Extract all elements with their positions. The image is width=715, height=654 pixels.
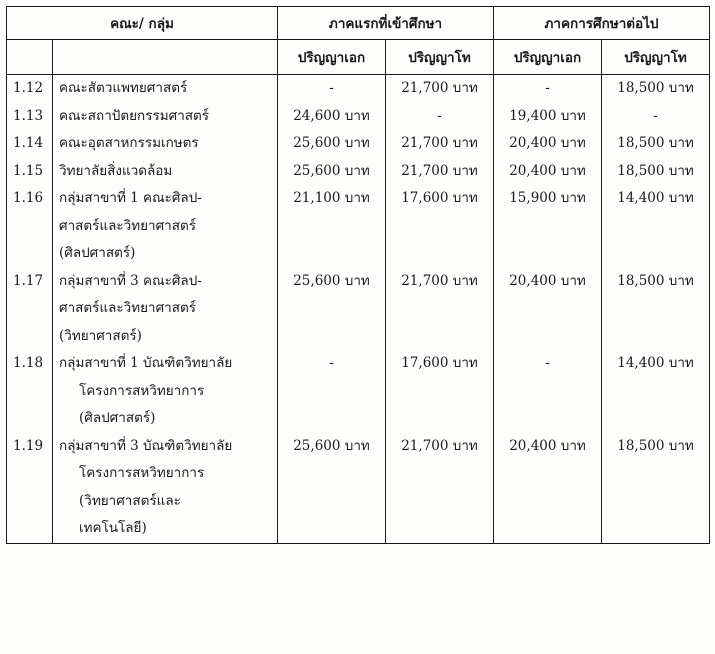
fee-value: - <box>329 80 334 96</box>
faculty-name-line: คณะสัตวแพทยศาสตร์ <box>59 80 188 96</box>
fee-value: 20,400 บาท <box>509 437 586 454</box>
table-row <box>7 268 710 351</box>
row-number: 1.15 <box>13 162 44 179</box>
cell-first-master <box>386 185 494 268</box>
cell-first-doctoral <box>278 268 386 351</box>
faculty-name-line: ศาสตร์และวิทยาศาสตร์ <box>59 300 197 316</box>
cell-number <box>7 75 53 103</box>
cell-number <box>7 268 53 351</box>
cell-next-master <box>602 268 710 351</box>
faculty-name-line: ศาสตร์และวิทยาศาสตร์ <box>59 217 197 234</box>
cell-next-master <box>602 75 710 103</box>
cell-faculty-name <box>53 268 278 351</box>
cell-next-master <box>602 185 710 268</box>
cell-next-master <box>602 350 710 433</box>
cell-next-doctoral <box>494 350 602 433</box>
faculty-name-line: กลุ่มสาขาที่ 3 บัณฑิตวิทยาลัย <box>59 437 233 454</box>
fee-value: 21,700 บาท <box>401 80 478 96</box>
faculty-name-line: กลุ่มสาขาที่ 3 คณะศิลป- <box>59 272 202 289</box>
cell-number <box>7 185 53 268</box>
fee-value: 15,900 บาท <box>509 190 586 206</box>
fee-value: 18,500 บาท <box>617 437 694 454</box>
fee-value: 18,500 บาท <box>617 162 694 179</box>
cell-number <box>7 433 53 544</box>
fee-value: 19,400 บาท <box>509 107 586 124</box>
table-header <box>7 7 710 75</box>
faculty-name-line: (วิทยาศาสตร์และ <box>79 492 181 509</box>
cell-first-master <box>386 75 494 103</box>
tuition-fee-table <box>6 6 710 544</box>
faculty-name-line: โครงการสหวิทยาการ <box>79 465 205 481</box>
table-row <box>7 103 710 131</box>
row-number: 1.13 <box>13 107 44 124</box>
fee-value: - <box>545 80 550 96</box>
fee-value: 18,500 บาท <box>617 135 694 151</box>
cell-faculty-name <box>53 185 278 268</box>
fee-value: 17,600 บาท <box>401 355 478 371</box>
cell-next-doctoral <box>494 433 602 544</box>
cell-first-master <box>386 350 494 433</box>
fee-value: 21,700 บาท <box>401 272 478 289</box>
cell-faculty-name <box>53 158 278 186</box>
cell-number <box>7 158 53 186</box>
row-number: 1.16 <box>13 190 44 206</box>
fee-value: 21,700 บาท <box>401 437 478 454</box>
faculty-name-line: วิทยาลัยสิ่งแวดล้อม <box>59 162 173 179</box>
table-body <box>7 75 710 544</box>
fee-value: - <box>545 355 550 371</box>
header-faculty-group: คณะ/ กลุ่ม <box>7 7 278 40</box>
table-row <box>7 130 710 158</box>
faculty-name-line: เทคโนโลยี) <box>79 520 147 536</box>
header-blank-number <box>7 40 53 75</box>
fee-value: 20,400 บาท <box>509 162 586 179</box>
cell-number <box>7 350 53 433</box>
fee-value: 25,600 บาท <box>293 162 370 179</box>
fee-value: 18,500 บาท <box>617 272 694 289</box>
fee-value: - <box>653 107 658 124</box>
cell-first-doctoral <box>278 130 386 158</box>
faculty-name-line: (ศิลปศาสตร์) <box>59 245 136 261</box>
cell-first-doctoral <box>278 185 386 268</box>
cell-first-master <box>386 158 494 186</box>
cell-next-master <box>602 158 710 186</box>
cell-faculty-name <box>53 350 278 433</box>
fee-value: 14,400 บาท <box>617 355 694 371</box>
cell-first-master <box>386 103 494 131</box>
row-number: 1.14 <box>13 135 44 151</box>
faculty-name-line: (ศิลปศาสตร์) <box>79 410 156 426</box>
cell-faculty-name <box>53 75 278 103</box>
fee-value: 25,600 บาท <box>293 272 370 289</box>
cell-next-doctoral <box>494 130 602 158</box>
faculty-name-line: กลุ่มสาขาที่ 1 คณะศิลป- <box>59 190 202 206</box>
cell-first-doctoral <box>278 158 386 186</box>
cell-next-doctoral <box>494 158 602 186</box>
fee-value: 25,600 บาท <box>293 437 370 454</box>
row-number: 1.18 <box>13 355 44 371</box>
table-row <box>7 433 710 544</box>
header-next-master: ปริญญาโท <box>602 40 710 75</box>
fee-value: 25,600 บาท <box>293 135 370 151</box>
cell-first-doctoral <box>278 103 386 131</box>
cell-first-master <box>386 268 494 351</box>
faculty-name-line: (วิทยาศาสตร์) <box>59 327 142 344</box>
fee-value: 14,400 บาท <box>617 190 694 206</box>
table-row <box>7 75 710 103</box>
cell-faculty-name <box>53 433 278 544</box>
row-number: 1.17 <box>13 272 44 289</box>
cell-faculty-name <box>53 130 278 158</box>
faculty-name-line: กลุ่มสาขาที่ 1 บัณฑิตวิทยาลัย <box>59 355 233 371</box>
header-next-doctoral: ปริญญาเอก <box>494 40 602 75</box>
header-first-semester: ภาคแรกที่เข้าศึกษา <box>278 7 494 40</box>
faculty-name-line: โครงการสหวิทยาการ <box>79 382 205 399</box>
table-row <box>7 350 710 433</box>
fee-value: 21,100 บาท <box>293 190 370 206</box>
cell-next-doctoral <box>494 268 602 351</box>
cell-first-doctoral <box>278 350 386 433</box>
cell-next-doctoral <box>494 185 602 268</box>
table-row <box>7 158 710 186</box>
cell-first-doctoral <box>278 75 386 103</box>
cell-number <box>7 130 53 158</box>
header-first-master: ปริญญาโท <box>386 40 494 75</box>
fee-value: 17,600 บาท <box>401 190 478 206</box>
row-number: 1.12 <box>13 80 44 96</box>
row-number: 1.19 <box>13 437 44 454</box>
fee-value: 20,400 บาท <box>509 135 586 151</box>
faculty-name-line: คณะสถาปัตยกรรมศาสตร์ <box>59 107 210 124</box>
fee-value: - <box>329 355 334 371</box>
fee-value: 18,500 บาท <box>617 80 694 96</box>
cell-next-doctoral <box>494 103 602 131</box>
cell-next-master <box>602 103 710 131</box>
cell-next-doctoral <box>494 75 602 103</box>
table-row <box>7 185 710 268</box>
fee-value: 20,400 บาท <box>509 272 586 289</box>
cell-first-master <box>386 433 494 544</box>
cell-number <box>7 103 53 131</box>
header-first-doctoral: ปริญญาเอก <box>278 40 386 75</box>
fee-value: 24,600 บาท <box>293 107 370 124</box>
cell-first-master <box>386 130 494 158</box>
cell-faculty-name <box>53 103 278 131</box>
header-blank-name <box>53 40 278 75</box>
header-following-semester: ภาคการศึกษาต่อไป <box>494 7 710 40</box>
faculty-name-line: คณะอุตสาหกรรมเกษตร <box>59 135 199 151</box>
cell-next-master <box>602 130 710 158</box>
cell-first-doctoral <box>278 433 386 544</box>
cell-next-master <box>602 433 710 544</box>
fee-value: 21,700 บาท <box>401 162 478 179</box>
fee-value: 21,700 บาท <box>401 135 478 151</box>
fee-value: - <box>437 107 442 124</box>
